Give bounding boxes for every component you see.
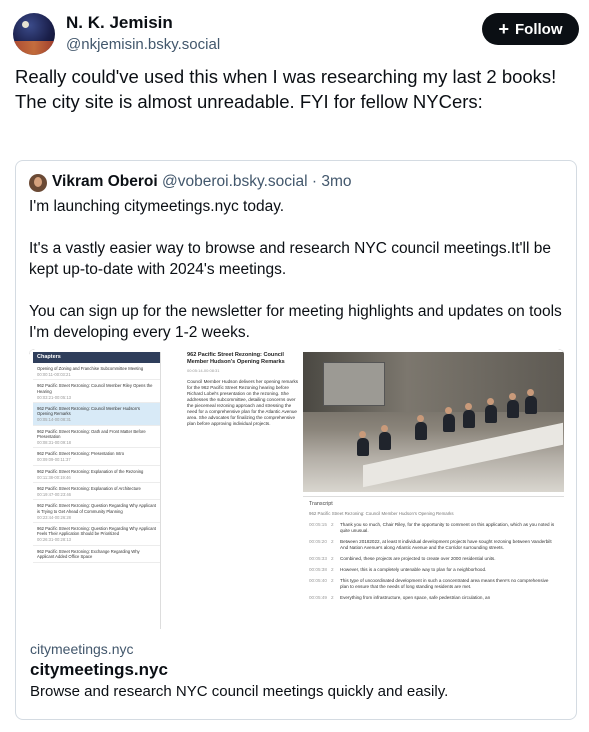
chapter-title: 962 Pacific Street Rezoning: Presentation Intro: [37, 451, 125, 457]
video-person-head: [487, 398, 494, 405]
transcript-text: Between 20182022, at least 8 individual development projects have sought rezoning between Vanderbilt And Nation Avenue's along Atlantic Avenue and the Corridor surrounding streets.: [340, 539, 552, 550]
avatar-moon: [22, 21, 29, 28]
video-person: [463, 410, 475, 428]
video-person-head: [381, 425, 388, 432]
chapter-item[interactable]: [33, 483, 160, 500]
follow-button[interactable]: [482, 13, 579, 45]
chapter-time: 00:11:38-00:19:46: [37, 474, 71, 480]
transcript-text: This type of uncoordinated development in such a concentrated area means there's no comprehensive plan to ensure that the needs of long standing residents are met.: [340, 578, 549, 589]
video-table: [363, 423, 563, 488]
transcript-subtitle: 962 Pacific Street Rezoning: Council Member Hudson's Opening Remarks: [309, 511, 454, 516]
chapter-time: 00:00:11-00:03:21: [37, 372, 71, 378]
transcript-speaker: 2: [331, 539, 334, 544]
chapter-title: 962 Pacific Street Rezoning: Question Regarding Why Applicant Feels Their Application Should be Prioritized: [37, 526, 156, 537]
video-person-head: [527, 389, 534, 396]
quote-author-avatar[interactable]: [29, 174, 47, 192]
transcript-title: Transcript: [309, 501, 333, 507]
transcript-line[interactable]: [309, 595, 558, 601]
link-description: Browse and research NYC council meetings quickly and easily.: [30, 683, 449, 700]
chapter-item[interactable]: [33, 523, 160, 546]
quote-paragraph: I'm launching citymeetings.nyc today.: [29, 198, 285, 215]
plus-icon: +: [498, 19, 509, 39]
chapter-item[interactable]: [33, 403, 160, 426]
transcript-text: Combined, these projects are projected to create over 2000 residential units.: [340, 556, 496, 561]
chapter-item[interactable]: [33, 500, 160, 523]
link-title[interactable]: citymeetings.nyc: [30, 660, 168, 679]
citymeetings-screenshot: [29, 349, 564, 629]
transcript-speaker: 2: [331, 522, 334, 527]
chapter-title: 962 Pacific Street Rezoning: Council Member Hudson's Opening Remarks: [37, 406, 140, 417]
follow-label: Follow: [515, 20, 563, 38]
video-person: [379, 432, 391, 450]
video-person: [525, 396, 537, 414]
video-person: [485, 405, 497, 423]
chapter-item[interactable]: [33, 426, 160, 449]
summary-time: 00:05:14-00:08:31: [187, 368, 220, 373]
video-person-head: [509, 393, 516, 400]
transcript-time: 00:05:49: [309, 595, 327, 600]
link-domain: citymeetings.nyc: [30, 641, 134, 657]
chapter-item[interactable]: [33, 448, 160, 465]
chapter-title: 962 Pacific Street Rezoning: Oath and Front Matter Before Presentation: [37, 428, 146, 439]
chapter-title: 962 Pacific Street Rezoning: Exchange Regarding Why Applicant Added Office Space: [37, 548, 140, 559]
chapter-time: 00:03:21-00:05:13: [37, 394, 71, 400]
transcript-line[interactable]: [309, 578, 558, 590]
video-person-head: [417, 415, 424, 422]
chapter-summary: [187, 352, 299, 629]
transcript-time: 00:05:40: [309, 578, 327, 583]
chapters-panel: [33, 352, 161, 629]
video-person-head: [465, 403, 472, 410]
chapters-list: [33, 363, 160, 563]
quote-paragraph: It's a vastly easier way to browse and research NYC council meetings.It'll be kept up-to-date with 2024's meetings.: [29, 240, 551, 278]
transcript-time: 00:05:38: [309, 567, 327, 572]
avatar-face: [34, 177, 42, 187]
transcript-time: 00:05:15: [309, 522, 327, 527]
chapter-item[interactable]: [33, 466, 160, 483]
transcript-lines: [309, 522, 558, 601]
chapter-title: 962 Pacific Street Rezoning: Explanation of the Rezoning: [37, 468, 144, 474]
transcript-line[interactable]: [309, 522, 558, 534]
video-person-head: [445, 407, 452, 414]
transcript-text: Everything from infrastructure, open space, safe pedestrian circulation, an: [340, 595, 491, 600]
separator-dot: ·: [311, 173, 318, 190]
video-person-head: [359, 431, 366, 438]
chapter-time: 00:26:31-00:28:13: [37, 537, 71, 543]
author-name[interactable]: N. K. Jemisin: [66, 13, 173, 32]
transcript-text: However, this is a completely untenable way to plan for a neighborhood.: [340, 567, 487, 572]
post-text: Really could've used this when I was researching my last 2 books! The city site is almost unreadable. FYI for fellow NYCers:: [15, 66, 557, 112]
chapter-time: 00:05:14-00:08:31: [37, 417, 71, 423]
chapter-item[interactable]: [33, 380, 160, 403]
meeting-video: [303, 352, 564, 492]
quote-text: [29, 196, 569, 364]
transcript-text: Thank you so much, Chair Riley, for the opportunity to comment on this application, which as you noted is quite unusual.: [340, 522, 555, 533]
chapter-item[interactable]: [33, 546, 160, 563]
chapter-time: 00:09:09-00:11:37: [37, 457, 71, 463]
video-person: [415, 422, 427, 440]
transcript-speaker: 2: [331, 567, 334, 572]
chapter-time: 00:19:47-00:23:46: [37, 492, 71, 498]
quote-timestamp[interactable]: 3mo: [321, 173, 352, 190]
summary-title: 962 Pacific Street Rezoning: Council Member Hudson's Opening Remarks: [187, 352, 285, 365]
video-person: [507, 400, 519, 418]
chapter-title: 962 Pacific Street Rezoning: Question Regarding Why Applicant is Trying to Get Ahead of Community Planning: [37, 503, 156, 514]
quote-author-handle[interactable]: @voberoi.bsky.social: [162, 173, 308, 190]
quote-paragraph: You can sign up for the newsletter for meeting highlights and updates on tools I'm developing every 1-2 weeks.: [29, 303, 562, 341]
chapter-title: Opening of Zoning and Franchise Subcommittee Meeting: [37, 366, 144, 371]
transcript-line[interactable]: [309, 539, 558, 551]
transcript-line[interactable]: [309, 556, 558, 562]
chapter-title: 962 Pacific Street Rezoning: Council Member Riley Opens the Hearing: [37, 383, 153, 394]
chapters-header: Chapters: [33, 352, 160, 363]
chapter-time: 00:23:44-00:26:28: [37, 514, 71, 520]
quoted-post[interactable]: [15, 160, 577, 720]
video-screen: [323, 362, 385, 406]
transcript-speaker: 2: [331, 578, 334, 583]
quote-author-name[interactable]: Vikram Oberoi: [52, 173, 158, 190]
summary-body: Council Member Hudson delivers her opening remarks for the 962 Pacific Street Rezoning hearing before Richard Lobel's presentation on the rezoning. She addresses the subcommittee, detailing concerns over the piecemeal rezoning approach and stressing the need for a comprehensive plan for the Atlantic Avenue area. She advocates for finalizing the comprehensive plan before approving individual projects.: [187, 379, 299, 426]
chapter-title: 962 Pacific Street Rezoning: Explanation of Architecture: [37, 486, 141, 492]
transcript-speaker: 2: [331, 556, 334, 561]
transcript-time: 00:05:20: [309, 539, 327, 544]
transcript-line[interactable]: [309, 567, 558, 573]
transcript-time: 00:05:33: [309, 556, 327, 561]
video-person: [357, 438, 369, 456]
video-person: [443, 414, 455, 432]
author-handle[interactable]: @nkjemisin.bsky.social: [66, 36, 221, 53]
chapter-item[interactable]: [33, 363, 160, 380]
transcript-speaker: 2: [331, 595, 334, 600]
quote-header: [52, 173, 352, 191]
chapter-time: 00:08:31-00:09:18: [37, 440, 71, 446]
avatar-skyline: [13, 41, 55, 55]
author-avatar[interactable]: [13, 13, 55, 55]
link-card-image[interactable]: [29, 349, 564, 629]
transcript-panel: [303, 496, 564, 629]
